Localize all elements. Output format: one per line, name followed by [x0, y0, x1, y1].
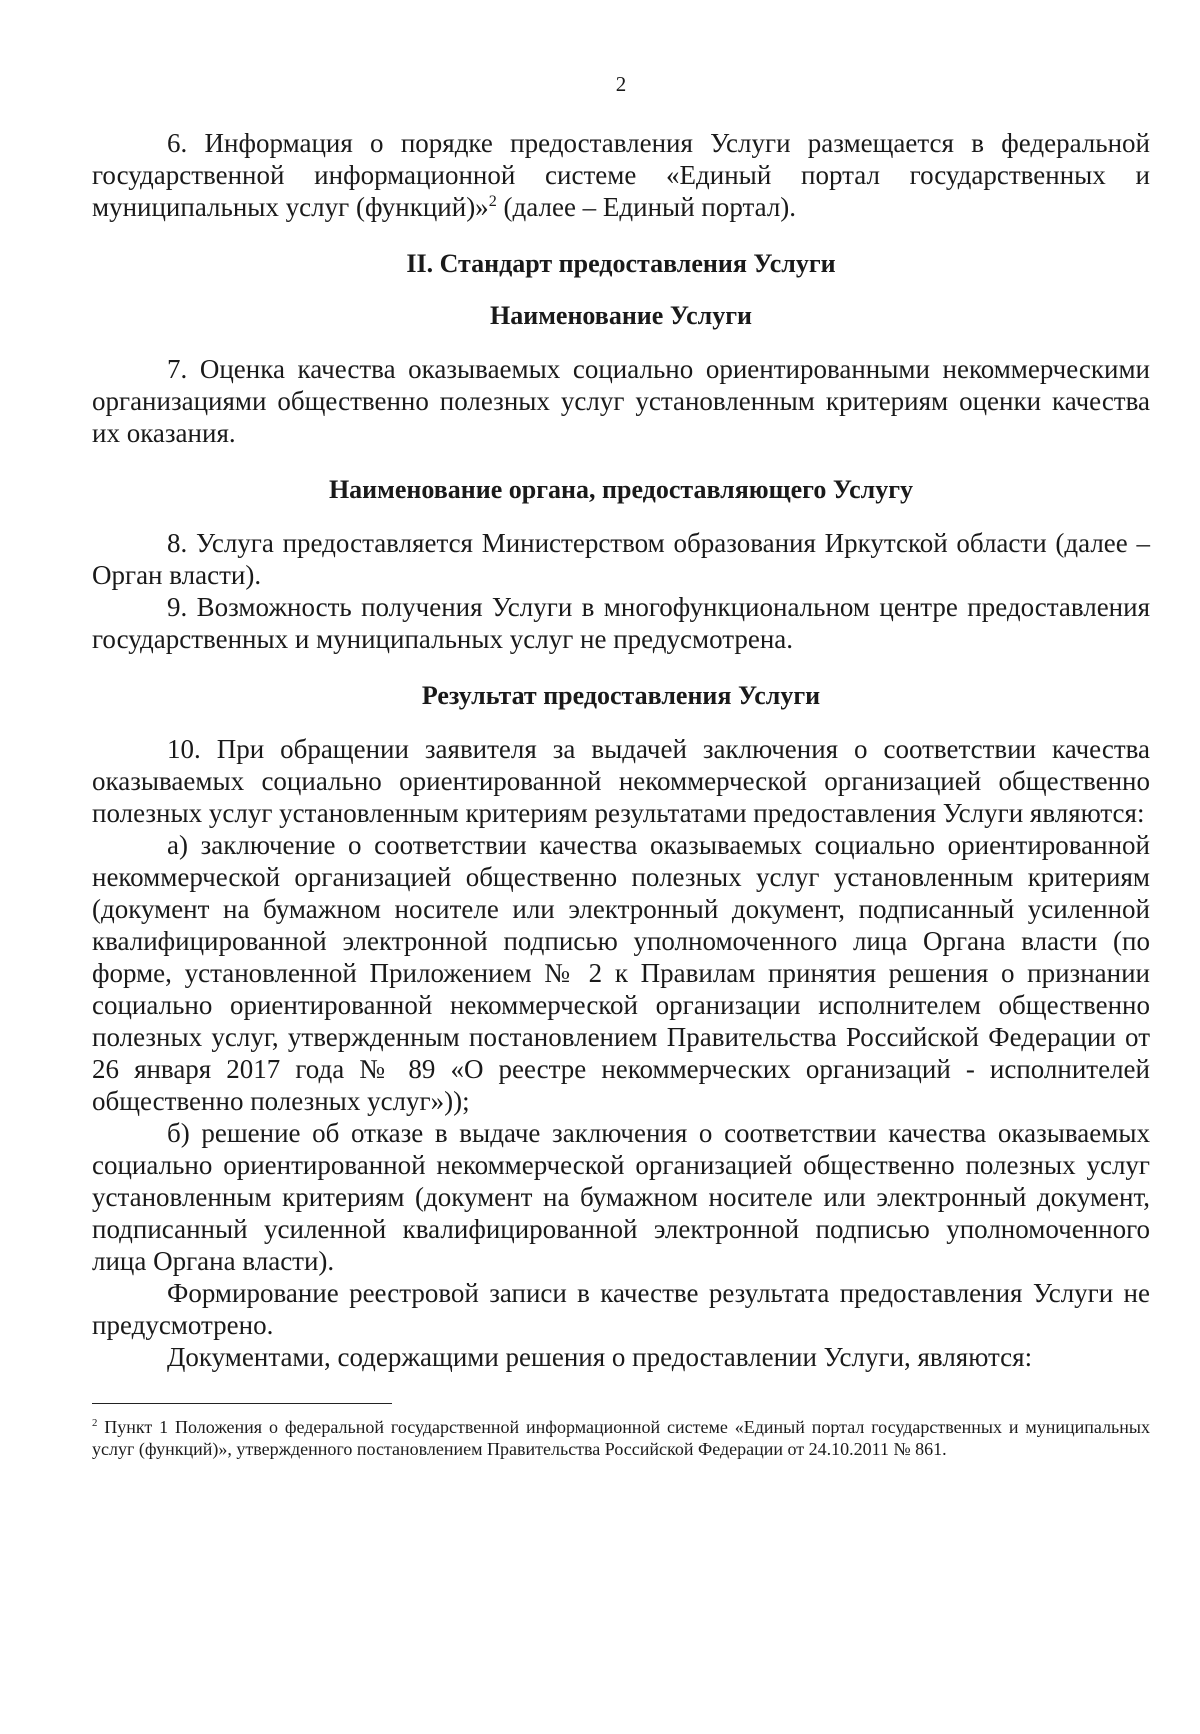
paragraph-6	[92, 127, 1150, 223]
footnote-mark: 2	[92, 1417, 98, 1429]
paragraph-10: 10. При обращении заявителя за выдачей заключения о соответствии качества оказываемых социально ориентированной некоммерческой организацией общественно полезных услуг установленным критериям результатами предоставления Услуги являются:	[92, 734, 1150, 828]
paragraph-10a: а) заключение о соответствии качества оказываемых социально ориентированной некоммерческой организацией общественно полезных услуг установленным критериям (документ на бумажном носителе или электронный документ, подписанный усиленной квалифицированной электронной подписью уполномоченного лица Органа власти (по форме, установленной Приложением № 2 к Правилам принятия решения о признании социально ориентированной некоммерческой организации исполнителем общественно полезных услуг, утвержденным постановлением Правительства Российской Федерации от 26 января 2017 года № 89 «О реестре некоммерческих организаций - исполнителей общественно полезных услуг»));	[92, 830, 1150, 1116]
paragraph-6-tail: (далее – Единый портал).	[496, 192, 797, 222]
paragraph-6-text: 6. Информация о порядке предоставления Услуги размещается в федеральной государственной информационной системе «Единый портал государственных и муниципальных услуг (функций)»	[92, 128, 1150, 222]
subheading-service-name: Наименование Услуги	[489, 301, 753, 330]
footnote-divider	[92, 1403, 392, 1404]
footnote-reference: 2	[488, 192, 497, 210]
paragraph-10b: б) решение об отказе в выдаче заключения о соответствии качества оказываемых социально ориентированной некоммерческой организацией общественно полезных услуг установленным критериям (документ на бумажном носителе или электронный документ, подписанный усиленной квалифицированной электронной подписью уполномоченного лица Органа власти).	[92, 1118, 1150, 1276]
paragraph-7: 7. Оценка качества оказываемых социально ориентированными некоммерческими организациями общественно полезных услуг установленным критериям оценки качества их оказания.	[92, 354, 1150, 448]
section-heading: II. Стандарт предоставления Услуги	[406, 249, 836, 278]
footnote-text: Пункт 1 Положения о федеральной государственной информационной системе «Единый портал государственных и муниципальных услуг (функций)», утвержденного постановлением Правительства Российской Федерации от 24.10.2011 № 861.	[92, 1417, 1150, 1459]
subheading-result: Результат предоставления Услуги	[421, 681, 821, 710]
paragraph-documents: Документами, содержащими решения о предоставлении Услуги, являются:	[167, 1342, 1033, 1372]
paragraph-8: 8. Услуга предоставляется Министерством образования Иркутской области (далее – Орган власти).	[92, 528, 1150, 590]
paragraph-9: 9. Возможность получения Услуги в многофункциональном центре предоставления государственных и муниципальных услуг не предусмотрена.	[92, 592, 1150, 654]
subheading-organ: Наименование органа, предоставляющего Услугу	[328, 475, 914, 504]
page-number: 2	[615, 72, 627, 96]
footnote	[92, 1416, 1150, 1460]
paragraph-registry: Формирование реестровой записи в качестве результата предоставления Услуги не предусмотрено.	[92, 1278, 1150, 1340]
